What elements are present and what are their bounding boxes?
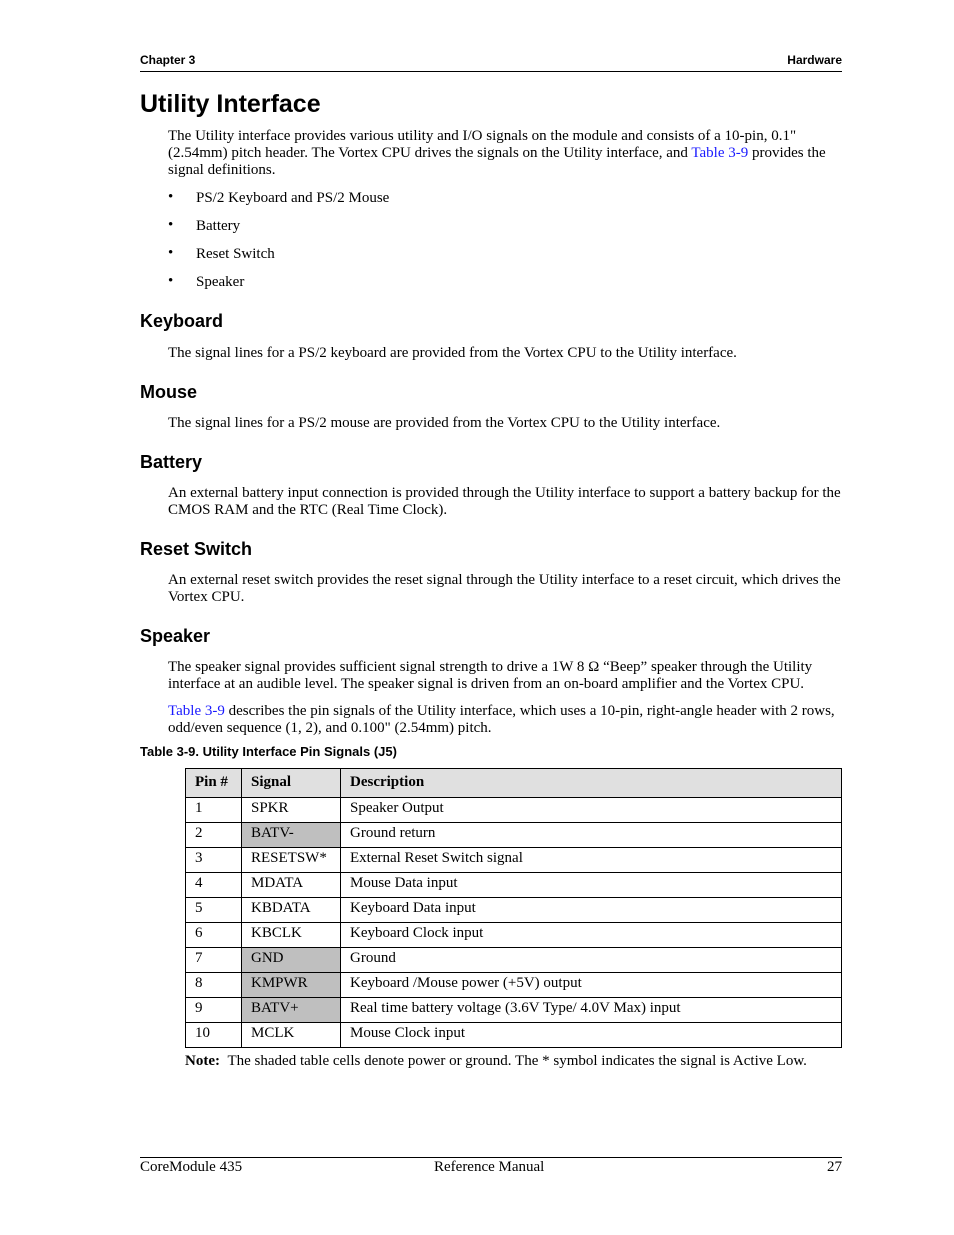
heading-speaker: Speaker	[140, 626, 211, 646]
bullet-glyph: •	[168, 273, 174, 289]
pin-signals-table	[185, 768, 842, 1048]
table-row	[186, 1023, 842, 1048]
bullet-glyph: •	[168, 245, 174, 261]
table-row	[186, 848, 842, 873]
cell-pin: 6	[186, 923, 242, 948]
reset-text: An external reset switch provides the reset signal through the Utility interface to a reset circuit, which drives the Vortex CPU.	[168, 572, 841, 605]
column-header-pin: Pin #	[186, 769, 242, 798]
cell-signal: KMPWR	[242, 973, 341, 998]
bullet-item: PS/2 Keyboard and PS/2 Mouse	[196, 190, 390, 206]
battery-text: An external battery input connection is provided through the Utility interface to support a battery backup for the CMOS RAM and the RTC (Real Time Clock).	[168, 485, 841, 518]
cell-description: Keyboard Data input	[341, 898, 842, 923]
footer-rule	[140, 1157, 842, 1158]
cell-signal: BATV+	[242, 998, 341, 1023]
footer-product: CoreModule 435	[140, 1159, 243, 1175]
table-header-row	[186, 769, 842, 798]
cell-pin: 2	[186, 823, 242, 848]
table-row	[186, 973, 842, 998]
cell-description: Speaker Output	[341, 798, 842, 823]
table-note	[185, 1053, 807, 1070]
cell-pin: 7	[186, 948, 242, 973]
cell-signal: BATV-	[242, 823, 341, 848]
table-link[interactable]: Table 3-9	[691, 145, 749, 161]
bullet-glyph: •	[168, 189, 174, 205]
cell-pin: 10	[186, 1023, 242, 1048]
mouse-text: The signal lines for a PS/2 mouse are provided from the Vortex CPU to the Utility interface.	[168, 415, 721, 431]
cell-pin: 5	[186, 898, 242, 923]
cell-description: Mouse Clock input	[341, 1023, 842, 1048]
column-header-description: Description	[341, 769, 842, 798]
cell-description: External Reset Switch signal	[341, 848, 842, 873]
cell-pin: 1	[186, 798, 242, 823]
column-header-signal: Signal	[242, 769, 341, 798]
table-caption: Table 3-9. Utility Interface Pin Signals (J5)	[140, 744, 397, 759]
cell-pin: 3	[186, 848, 242, 873]
cell-signal: KBCLK	[242, 923, 341, 948]
table-row	[186, 873, 842, 898]
intro-paragraph	[168, 128, 842, 179]
speaker-text: The speaker signal provides sufficient signal strength to drive a 1W 8 Ω “Beep” speaker through the Utility interface at an audible level. The speaker signal is driven from an on-board amplifier and the Vortex CPU.	[168, 659, 813, 692]
bullet-glyph: •	[168, 217, 174, 233]
running-header-chapter: Chapter 3	[140, 53, 196, 67]
cell-description: Ground	[341, 948, 842, 973]
bullet-item: Reset Switch	[196, 246, 275, 262]
cell-description: Ground return	[341, 823, 842, 848]
intro-text: The Utility interface provides various utility and I/O signals on the module and consists of a 10-pin, 0.1" (2.54mm) pitch header. The Vortex CPU drives the signals on the Utility interface, and	[168, 128, 797, 161]
intro-text-end: provides the signal definitions.	[168, 145, 826, 178]
table-row	[186, 923, 842, 948]
heading-keyboard: Keyboard	[140, 311, 224, 331]
cell-description: Real time battery voltage (3.6V Type/ 4.0V Max) input	[341, 998, 842, 1023]
note-text: The shaded table cells denote power or ground. The * symbol indicates the signal is Active Low.	[227, 1053, 807, 1069]
table-body	[186, 798, 842, 1048]
heading-battery: Battery	[140, 452, 203, 472]
heading-mouse: Mouse	[140, 382, 198, 402]
cell-signal: KBDATA	[242, 898, 341, 923]
speaker-table-paragraph	[168, 703, 842, 737]
bullet-item: Battery	[196, 218, 241, 234]
cell-pin: 8	[186, 973, 242, 998]
header-rule	[140, 71, 842, 72]
footer-document: Reference Manual	[434, 1159, 545, 1175]
cell-signal: GND	[242, 948, 341, 973]
page-title: Utility Interface	[140, 90, 321, 118]
keyboard-text: The signal lines for a PS/2 keyboard are provided from the Vortex CPU to the Utility interface.	[168, 345, 737, 361]
table-row	[186, 898, 842, 923]
table-link[interactable]: Table 3-9	[168, 703, 225, 719]
cell-description: Keyboard Clock input	[341, 923, 842, 948]
page-number: 27	[827, 1159, 842, 1175]
speaker-table-text: describes the pin signals of the Utility interface, which uses a 10-pin, right-angle header with 2 rows, odd/even sequence (1, 2), and 0.100" (2.54mm) pitch.	[168, 703, 835, 736]
table-row	[186, 948, 842, 973]
cell-signal: MCLK	[242, 1023, 341, 1048]
cell-signal: RESETSW*	[242, 848, 341, 873]
cell-description: Keyboard /Mouse power (+5V) output	[341, 973, 842, 998]
cell-signal: SPKR	[242, 798, 341, 823]
table-row	[186, 823, 842, 848]
bullet-item: Speaker	[196, 274, 245, 290]
cell-description: Mouse Data input	[341, 873, 842, 898]
note-label: Note:	[185, 1053, 220, 1069]
table-row	[186, 998, 842, 1023]
table-row	[186, 798, 842, 823]
cell-pin: 9	[186, 998, 242, 1023]
heading-reset-switch: Reset Switch	[140, 539, 253, 559]
cell-pin: 4	[186, 873, 242, 898]
cell-signal: MDATA	[242, 873, 341, 898]
running-header-section: Hardware	[787, 53, 842, 67]
